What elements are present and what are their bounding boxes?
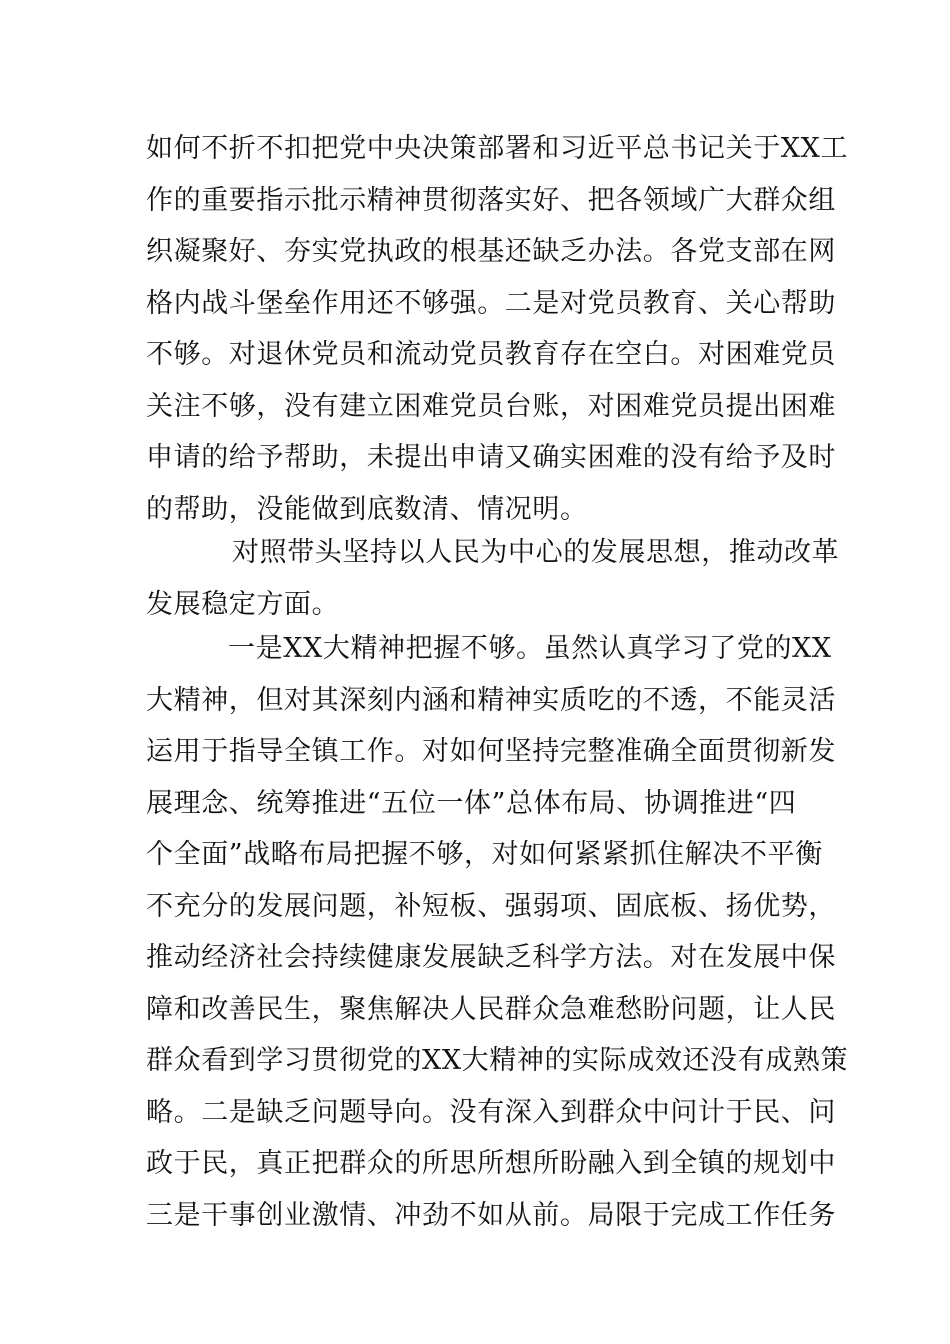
text-line-3: 织凝聚好、夯实党执政的根基还缺乏办法。各党支部在网 bbox=[146, 236, 836, 267]
text-line-16: 不充分的发展问题，补短板、强弱项、固底板、扬优势， bbox=[146, 891, 836, 922]
text-line-17: 推动经济社会持续健康发展缺乏科学方法。对在发展中保 bbox=[146, 942, 836, 973]
text-line-20: 略。二是缺乏问题导向。没有深入到群众中问计于民、问 bbox=[146, 1097, 836, 1128]
text-line-5: 不够。对退休党员和流动党员教育存在空白。对困难党员 bbox=[146, 339, 836, 370]
text-line-21: 政于民，真正把群众的所思所想所盼融入到全镇的规划中 bbox=[146, 1148, 836, 1179]
text-line-11: 一是XX大精神把握不够。虽然认真学习了党的XX bbox=[228, 633, 832, 664]
text-line-9: 对照带头坚持以人民为中心的发展思想，推动改革 bbox=[232, 537, 840, 568]
text-line-1: 如何不折不扣把党中央决策部署和习近平总书记关于XX工 bbox=[146, 133, 849, 164]
text-line-10: 发展稳定方面。 bbox=[146, 589, 340, 620]
text-line-19: 群众看到学习贯彻党的XX大精神的实际成效还没有成熟策 bbox=[146, 1045, 849, 1076]
text-line-18: 障和改善民生，聚焦解决人民群众急难愁盼问题，让人民 bbox=[146, 994, 836, 1025]
text-line-7: 申请的给予帮助，未提出申请又确实困难的没有给予及时 bbox=[146, 442, 836, 473]
text-line-12: 大精神，但对其深刻内涵和精神实质吃的不透，不能灵活 bbox=[146, 685, 836, 716]
text-line-13: 运用于指导全镇工作。对如何坚持完整准确全面贯彻新发 bbox=[146, 736, 836, 767]
text-line-4: 格内战斗堡垒作用还不够强。二是对党员教育、关心帮助 bbox=[146, 288, 836, 319]
text-line-8: 的帮助，没能做到底数清、情况明。 bbox=[146, 494, 588, 525]
text-line-6: 关注不够，没有建立困难党员台账，对困难党员提出困难 bbox=[146, 391, 836, 422]
text-line-14: 展理念、统筹推进“五位一体”总体布局、协调推进“四 bbox=[146, 788, 797, 819]
text-line-15: 个全面”战略布局把握不够，对如何紧紧抓住解决不平衡 bbox=[146, 839, 823, 870]
text-line-22: 三是干事创业激情、冲劲不如从前。局限于完成工作任务 bbox=[146, 1200, 836, 1231]
text-line-2: 作的重要指示批示精神贯彻落实好、把各领域广大群众组 bbox=[146, 185, 836, 216]
